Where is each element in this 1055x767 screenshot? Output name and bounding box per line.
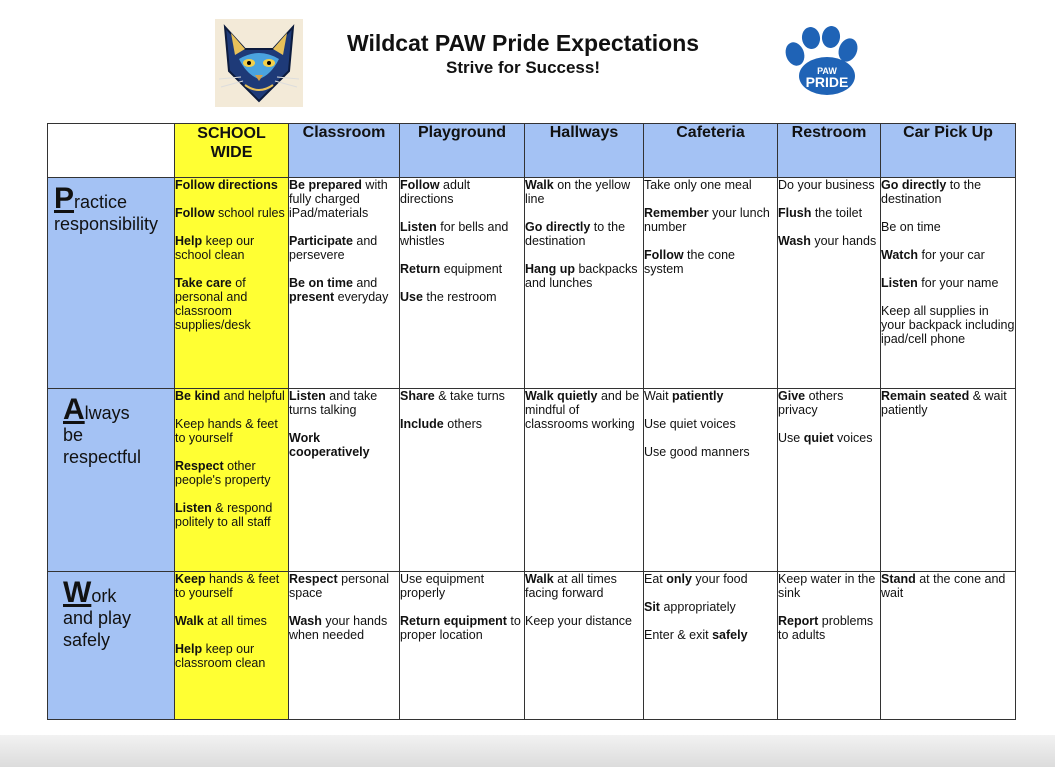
expectation-text: at all times facing forward bbox=[525, 572, 617, 600]
expectation-text: Use equipment properly bbox=[400, 572, 485, 600]
expectation-item bbox=[175, 276, 288, 332]
header-classroom: Classroom bbox=[289, 124, 400, 178]
expectation-text: Use good manners bbox=[644, 445, 750, 459]
expectation-keyword: Respect bbox=[175, 459, 224, 473]
expectation-item bbox=[175, 459, 288, 487]
expectation-item bbox=[525, 572, 643, 600]
header-hallways: Hallways bbox=[525, 124, 644, 178]
paw-pride-logo bbox=[779, 26, 871, 98]
expectation-item bbox=[400, 262, 524, 276]
expectation-item bbox=[644, 389, 777, 403]
row-always bbox=[48, 389, 1016, 572]
expectation-keyword: Report bbox=[778, 614, 819, 628]
row-head-practice-cap: P bbox=[54, 182, 75, 215]
expectation-item bbox=[289, 431, 399, 459]
expectation-keyword: Walk quietly bbox=[525, 389, 598, 403]
expectation-keyword: Respect bbox=[289, 572, 338, 586]
row-head-always-rest: lways bbox=[84, 403, 130, 423]
expectation-keyword: Listen bbox=[175, 501, 212, 515]
expectation-text: and be mindful of classrooms working bbox=[525, 389, 640, 431]
expectation-item bbox=[881, 276, 1015, 290]
expectation-item bbox=[175, 501, 288, 529]
cell-work-restroom bbox=[778, 572, 881, 720]
expectation-keyword: Follow bbox=[644, 248, 684, 262]
expectation-item bbox=[644, 445, 777, 459]
expectation-keyword: Wash bbox=[778, 234, 811, 248]
row-head-practice bbox=[48, 178, 175, 389]
expectation-keyword: Return bbox=[400, 262, 441, 276]
expectation-text: school rules bbox=[214, 206, 285, 220]
expectation-text: equipment bbox=[440, 262, 503, 276]
expectation-keyword: Be on time bbox=[289, 276, 353, 290]
expectation-keyword: patiently bbox=[672, 389, 724, 403]
expectation-keyword: Walk bbox=[525, 178, 554, 192]
expectation-text: hands & feet to yourself bbox=[175, 572, 280, 600]
expectation-item bbox=[175, 614, 288, 628]
expectation-text: your hands when needed bbox=[289, 614, 388, 642]
expectation-text: at all times bbox=[203, 614, 267, 628]
page-bottom-band bbox=[0, 735, 1055, 767]
expectation-keyword: Remain seated bbox=[881, 389, 970, 403]
cell-always-hallways bbox=[525, 389, 644, 572]
expectation-item bbox=[175, 417, 288, 445]
expectation-text: personal space bbox=[289, 572, 390, 600]
header-cafeteria: Cafeteria bbox=[644, 124, 778, 178]
expectation-keyword: Use bbox=[400, 290, 423, 304]
expectation-keyword: Include bbox=[400, 417, 444, 431]
expectation-item bbox=[644, 206, 777, 234]
expectation-text: other people's property bbox=[175, 459, 271, 487]
expectation-keyword: Listen bbox=[400, 220, 437, 234]
expectation-text: adult directions bbox=[400, 178, 471, 206]
row-head-work-cap: W bbox=[63, 576, 92, 609]
expectation-text: Use quiet voices bbox=[644, 417, 736, 431]
expectation-text: voices bbox=[833, 431, 873, 445]
header-car-pick-up: Car Pick Up bbox=[881, 124, 1016, 178]
expectation-keyword: Be kind bbox=[175, 389, 221, 403]
expectation-item bbox=[644, 248, 777, 276]
paw-logo-text-bottom: PRIDE bbox=[805, 74, 849, 90]
expectation-text: to the destination bbox=[525, 220, 626, 248]
expectation-text: your lunch number bbox=[644, 206, 770, 234]
expectation-text: Keep hands & feet to yourself bbox=[175, 417, 278, 445]
expectation-keyword: Flush bbox=[778, 206, 812, 220]
expectation-item bbox=[400, 614, 524, 642]
expectation-item bbox=[400, 389, 524, 403]
expectation-item bbox=[778, 234, 880, 248]
expectation-keyword: Watch bbox=[881, 248, 919, 262]
expectation-text: Be on time bbox=[881, 220, 941, 234]
cell-practice-classroom bbox=[289, 178, 400, 389]
expectation-item bbox=[175, 642, 288, 670]
expectation-text: the cone system bbox=[644, 248, 736, 276]
expectation-item bbox=[778, 431, 880, 445]
expectation-text: problems to adults bbox=[778, 614, 874, 642]
expectation-text: everyday bbox=[334, 290, 389, 304]
row-head-work-rest: ork bbox=[91, 586, 117, 606]
expectation-item bbox=[644, 572, 777, 586]
expectation-text: appropriately bbox=[659, 600, 736, 614]
expectation-text: your food bbox=[691, 572, 748, 586]
expectation-item bbox=[400, 220, 524, 248]
row-head-always-line2: be bbox=[63, 425, 84, 445]
expectation-keyword: Follow directions bbox=[175, 178, 278, 192]
row-head-always-cap: A bbox=[63, 393, 85, 426]
expectation-text: and helpful bbox=[220, 389, 285, 403]
row-head-work-line3: safely bbox=[63, 630, 111, 650]
expectation-item bbox=[778, 572, 880, 600]
expectation-item bbox=[289, 178, 399, 220]
row-work bbox=[48, 572, 1016, 720]
expectation-item bbox=[881, 248, 1015, 262]
expectation-item bbox=[175, 389, 288, 403]
expectation-keyword: safely bbox=[712, 628, 748, 642]
expectation-keyword: Give bbox=[778, 389, 806, 403]
expectation-item bbox=[644, 417, 777, 431]
expectation-item bbox=[881, 304, 1015, 346]
expectation-item bbox=[778, 206, 880, 220]
expectation-text: keep our classroom clean bbox=[175, 642, 266, 670]
expectation-text: Keep all supplies in your backpack including ipad/cell phone bbox=[881, 304, 1015, 346]
expectation-text: the restroom bbox=[422, 290, 497, 304]
cell-practice-hallways bbox=[525, 178, 644, 389]
cell-work-cafeteria bbox=[644, 572, 778, 720]
expectation-text: others bbox=[443, 417, 482, 431]
expectation-text: for your name bbox=[917, 276, 999, 290]
corner-cell bbox=[48, 124, 175, 178]
expectation-text: for your car bbox=[918, 248, 985, 262]
cell-always-car-pick-up bbox=[881, 389, 1016, 572]
expectation-text: and persevere bbox=[289, 234, 378, 262]
expectation-keyword: Work cooperatively bbox=[289, 431, 370, 459]
expectation-keyword: Return equipment bbox=[400, 614, 507, 628]
expectation-item bbox=[175, 572, 288, 600]
wildcat-logo bbox=[215, 19, 303, 107]
cell-always-playground bbox=[400, 389, 525, 572]
expectation-item bbox=[525, 178, 643, 206]
expectation-text: Wait bbox=[644, 389, 673, 403]
expectation-item bbox=[525, 262, 643, 290]
cell-practice-school-wide bbox=[175, 178, 289, 389]
expectation-keyword: Walk bbox=[175, 614, 204, 628]
expectation-item bbox=[644, 600, 777, 614]
expectation-text: Eat bbox=[644, 572, 667, 586]
cell-work-classroom bbox=[289, 572, 400, 720]
expectation-item bbox=[525, 389, 643, 431]
expectation-text: Take only one meal bbox=[644, 178, 752, 192]
header-playground: Playground bbox=[400, 124, 525, 178]
row-practice bbox=[48, 178, 1016, 389]
cell-work-car-pick-up bbox=[881, 572, 1016, 720]
expectation-text: & respond politely to all staff bbox=[175, 501, 273, 529]
expectation-keyword: Remember bbox=[644, 206, 709, 220]
expectation-keyword: quiet bbox=[803, 431, 834, 445]
expectation-item bbox=[400, 417, 524, 431]
expectation-text: the toilet bbox=[811, 206, 863, 220]
cell-work-school-wide bbox=[175, 572, 289, 720]
expectation-item bbox=[289, 234, 399, 262]
expectation-keyword: Follow bbox=[400, 178, 440, 192]
expectation-text: Enter & exit bbox=[644, 628, 713, 642]
row-head-always-line3: respectful bbox=[63, 447, 142, 467]
expectation-keyword: present bbox=[289, 290, 335, 304]
expectation-item bbox=[400, 290, 524, 304]
expectation-item bbox=[778, 178, 880, 192]
expectation-item bbox=[881, 572, 1015, 600]
expectation-text: and take turns talking bbox=[289, 389, 378, 417]
title-block bbox=[300, 30, 746, 79]
expectation-item bbox=[400, 178, 524, 206]
cell-practice-restroom bbox=[778, 178, 881, 389]
expectation-keyword: Sit bbox=[644, 600, 660, 614]
expectation-item bbox=[175, 178, 288, 192]
expectation-item bbox=[525, 220, 643, 248]
expectation-text: Do your business bbox=[778, 178, 875, 192]
cell-work-hallways bbox=[525, 572, 644, 720]
expectation-keyword: Stand bbox=[881, 572, 916, 586]
expectation-item bbox=[525, 614, 643, 628]
expectation-keyword: Participate bbox=[289, 234, 353, 248]
expectation-text: keep our school clean bbox=[175, 234, 255, 262]
expectation-keyword: Listen bbox=[289, 389, 326, 403]
cell-always-classroom bbox=[289, 389, 400, 572]
expectation-keyword: Go directly bbox=[881, 178, 947, 192]
expectation-text: at the cone and wait bbox=[881, 572, 1006, 600]
expectation-item bbox=[289, 276, 399, 304]
cell-practice-cafeteria bbox=[644, 178, 778, 389]
expectation-item bbox=[644, 178, 777, 192]
row-head-work-line2: and play bbox=[63, 608, 132, 628]
expectation-item bbox=[175, 234, 288, 262]
cell-always-school-wide bbox=[175, 389, 289, 572]
expectation-item bbox=[881, 220, 1015, 234]
expectation-item bbox=[778, 614, 880, 642]
expectation-keyword: Help bbox=[175, 642, 203, 656]
expectation-text: Keep your distance bbox=[525, 614, 633, 628]
expectation-keyword: only bbox=[666, 572, 692, 586]
expectation-text: others privacy bbox=[778, 389, 844, 417]
expectation-text: with fully charged iPad/materials bbox=[289, 178, 388, 220]
expectation-text: your hands bbox=[810, 234, 877, 248]
expectation-keyword: Be prepared bbox=[289, 178, 362, 192]
cell-always-restroom bbox=[778, 389, 881, 572]
header-school-wide bbox=[175, 124, 289, 178]
expectation-item bbox=[289, 614, 399, 642]
header-restroom: Restroom bbox=[778, 124, 881, 178]
expectation-keyword: Go directly bbox=[525, 220, 591, 234]
row-head-practice-rest: ractice bbox=[74, 192, 128, 212]
expectation-keyword: Hang up bbox=[525, 262, 575, 276]
expectations-table bbox=[47, 123, 1016, 720]
expectation-keyword: Wash bbox=[289, 614, 322, 628]
expectation-item bbox=[289, 572, 399, 600]
expectation-item bbox=[881, 178, 1015, 206]
page-title: Wildcat PAW Pride Expectations bbox=[346, 30, 700, 56]
cell-always-cafeteria bbox=[644, 389, 778, 572]
expectation-keyword: Listen bbox=[881, 276, 918, 290]
expectation-text: & wait patiently bbox=[881, 389, 1007, 417]
expectation-item bbox=[289, 389, 399, 417]
expectation-text: to proper location bbox=[400, 614, 521, 642]
cell-practice-car-pick-up bbox=[881, 178, 1016, 389]
expectation-keyword: Take care bbox=[175, 276, 232, 290]
expectation-item bbox=[881, 389, 1015, 417]
row-head-practice-line2: responsibility bbox=[54, 214, 159, 234]
expectation-text: of personal and classroom supplies/desk bbox=[175, 276, 251, 332]
expectation-keyword: Help bbox=[175, 234, 203, 248]
expectation-keyword: Share bbox=[400, 389, 435, 403]
cell-work-playground bbox=[400, 572, 525, 720]
expectation-text: and bbox=[352, 276, 378, 290]
expectation-text: Use bbox=[778, 431, 804, 445]
expectation-item bbox=[400, 572, 524, 600]
expectation-item bbox=[644, 628, 777, 642]
expectation-text: & take turns bbox=[434, 389, 505, 403]
row-head-work bbox=[48, 572, 175, 720]
expectation-text: Keep water in the sink bbox=[778, 572, 876, 600]
cell-practice-playground bbox=[400, 178, 525, 389]
expectation-item bbox=[778, 389, 880, 417]
expectation-keyword: Keep bbox=[175, 572, 206, 586]
expectation-text: on the yellow line bbox=[525, 178, 631, 206]
page-subtitle: Strive for Success! bbox=[445, 58, 600, 77]
row-head-always bbox=[48, 389, 175, 572]
header-school-wide-line2: WIDE bbox=[210, 144, 253, 161]
header-school-wide-line1: SCHOOL bbox=[197, 125, 266, 142]
expectation-item bbox=[175, 206, 288, 220]
expectation-text: for bells and whistles bbox=[400, 220, 509, 248]
expectation-text: to the destination bbox=[881, 178, 982, 206]
expectation-keyword: Follow bbox=[175, 206, 215, 220]
paw-logo-text-top: PAW bbox=[817, 66, 837, 76]
expectation-keyword: Walk bbox=[525, 572, 554, 586]
expectation-text: backpacks and lunches bbox=[525, 262, 638, 290]
